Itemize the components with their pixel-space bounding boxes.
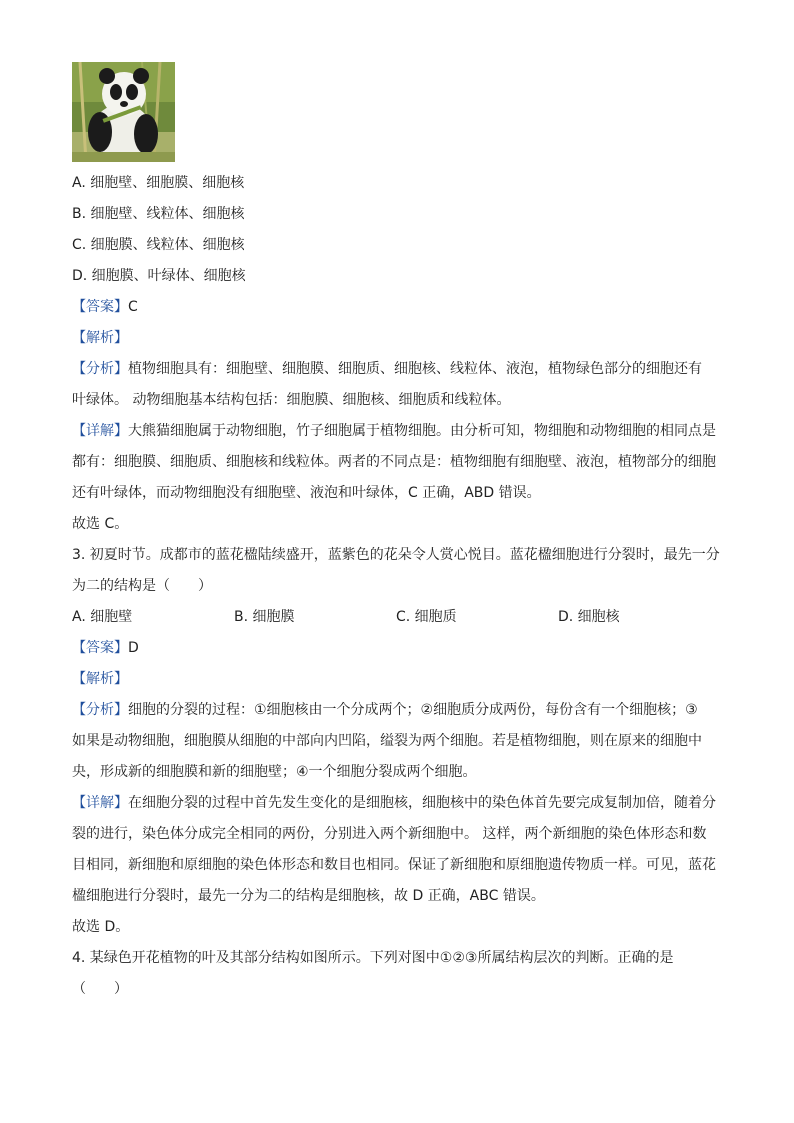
fenxi-line: 植物细胞具有：细胞壁、细胞膜、细胞质、细胞核、线粒体、液泡，植物绿色部分的细胞还有 bbox=[128, 361, 702, 377]
answer-value: D bbox=[128, 640, 139, 656]
fenxi-tag: 【分析】 bbox=[72, 702, 128, 718]
q3-conclusion: 故选 D。 bbox=[72, 919, 130, 935]
q2-option-c: C. 细胞膜、线粒体、细胞核 bbox=[72, 237, 245, 253]
q3-fenxi bbox=[72, 695, 722, 788]
panda-image bbox=[72, 62, 175, 162]
q2-option-b: B. 细胞壁、线粒体、细胞核 bbox=[72, 206, 245, 222]
xiangjie-line: 在细胞分裂的过程中首先发生变化的是细胞核，细胞核中的染色体首先要完成复制加倍，随着分 bbox=[128, 795, 716, 811]
answer-tag: 【答案】 bbox=[72, 640, 128, 656]
q3-option-d: D. 细胞核 bbox=[558, 609, 620, 625]
q3-stem-line: 为二的结构是（ ） bbox=[72, 578, 212, 594]
q3-answer bbox=[72, 633, 722, 664]
panda-photo bbox=[72, 62, 175, 162]
answer-value: C bbox=[128, 299, 138, 315]
q3-option-c: C. 细胞质 bbox=[396, 609, 457, 625]
xiangjie-line: 都有：细胞膜、细胞质、细胞核和线粒体。两者的不同点是：植物细胞有细胞壁、液泡，植物部分的细胞 bbox=[72, 454, 716, 470]
q3-xiangjie bbox=[72, 788, 722, 912]
analysis-tag: 【解析】 bbox=[72, 330, 128, 346]
xiangjie-line: 目相同，新细胞和原细胞的染色体形态和数目也相同。保证了新细胞和原细胞遗传物质一样。可见，蓝花 bbox=[72, 857, 716, 873]
fenxi-line: 细胞的分裂的过程：①细胞核由一个分成两个；②细胞质分成两份，每份含有一个细胞核；③ bbox=[128, 702, 698, 718]
q2-xiangjie bbox=[72, 416, 722, 509]
fenxi-tag: 【分析】 bbox=[72, 361, 128, 377]
q3-options bbox=[72, 602, 722, 633]
q3-stem-line: 3. 初夏时节。成都市的蓝花楹陆续盛开，蓝紫色的花朵令人赏心悦目。蓝花楹细胞进行分裂时，最先一分 bbox=[72, 547, 720, 563]
q4-stem bbox=[72, 943, 722, 1005]
xiangjie-line: 大熊猫细胞属于动物细胞，竹子细胞属于植物细胞。由分析可知，物细胞和动物细胞的相同点是 bbox=[128, 423, 716, 439]
q3-stem bbox=[72, 540, 722, 602]
q3-option-a: A. 细胞壁 bbox=[72, 609, 133, 625]
fenxi-line: 如果是动物细胞，细胞膜从细胞的中部向内凹陷，缢裂为两个细胞。若是植物细胞，则在原来的细胞中 bbox=[72, 733, 702, 749]
document-page bbox=[72, 62, 722, 1005]
q3-option-b: B. 细胞膜 bbox=[234, 609, 295, 625]
xiangjie-tag: 【详解】 bbox=[72, 423, 128, 439]
q2-analysis-heading bbox=[72, 323, 722, 354]
q3-analysis-heading bbox=[72, 664, 722, 695]
xiangjie-line: 还有叶绿体，而动物细胞没有细胞壁、液泡和叶绿体，C 正确，ABD 错误。 bbox=[72, 485, 541, 501]
xiangjie-tag: 【详解】 bbox=[72, 795, 128, 811]
xiangjie-line: 裂的进行，染色体分成完全相同的两份，分别进入两个新细胞中。 这样，两个新细胞的染色体形态和数 bbox=[72, 826, 707, 842]
analysis-tag: 【解析】 bbox=[72, 671, 128, 687]
q2-option-d: D. 细胞膜、叶绿体、细胞核 bbox=[72, 268, 246, 284]
q2-option-a: A. 细胞壁、细胞膜、细胞核 bbox=[72, 175, 245, 191]
q2-fenxi bbox=[72, 354, 722, 416]
q4-stem-line: （ ） bbox=[72, 981, 128, 997]
q4-stem-line: 4. 某绿色开花植物的叶及其部分结构如图所示。下列对图中①②③所属结构层次的判断。正确的是 bbox=[72, 950, 674, 966]
xiangjie-line: 楹细胞进行分裂时，最先一分为二的结构是细胞核，故 D 正确，ABC 错误。 bbox=[72, 888, 545, 904]
answer-tag: 【答案】 bbox=[72, 299, 128, 315]
q2-answer bbox=[72, 292, 722, 323]
fenxi-line: 央，形成新的细胞膜和新的细胞壁；④一个细胞分裂成两个细胞。 bbox=[72, 764, 477, 780]
fenxi-line: 叶绿体。 动物细胞基本结构包括：细胞膜、细胞核、细胞质和线粒体。 bbox=[72, 392, 511, 408]
q2-conclusion: 故选 C。 bbox=[72, 516, 129, 532]
